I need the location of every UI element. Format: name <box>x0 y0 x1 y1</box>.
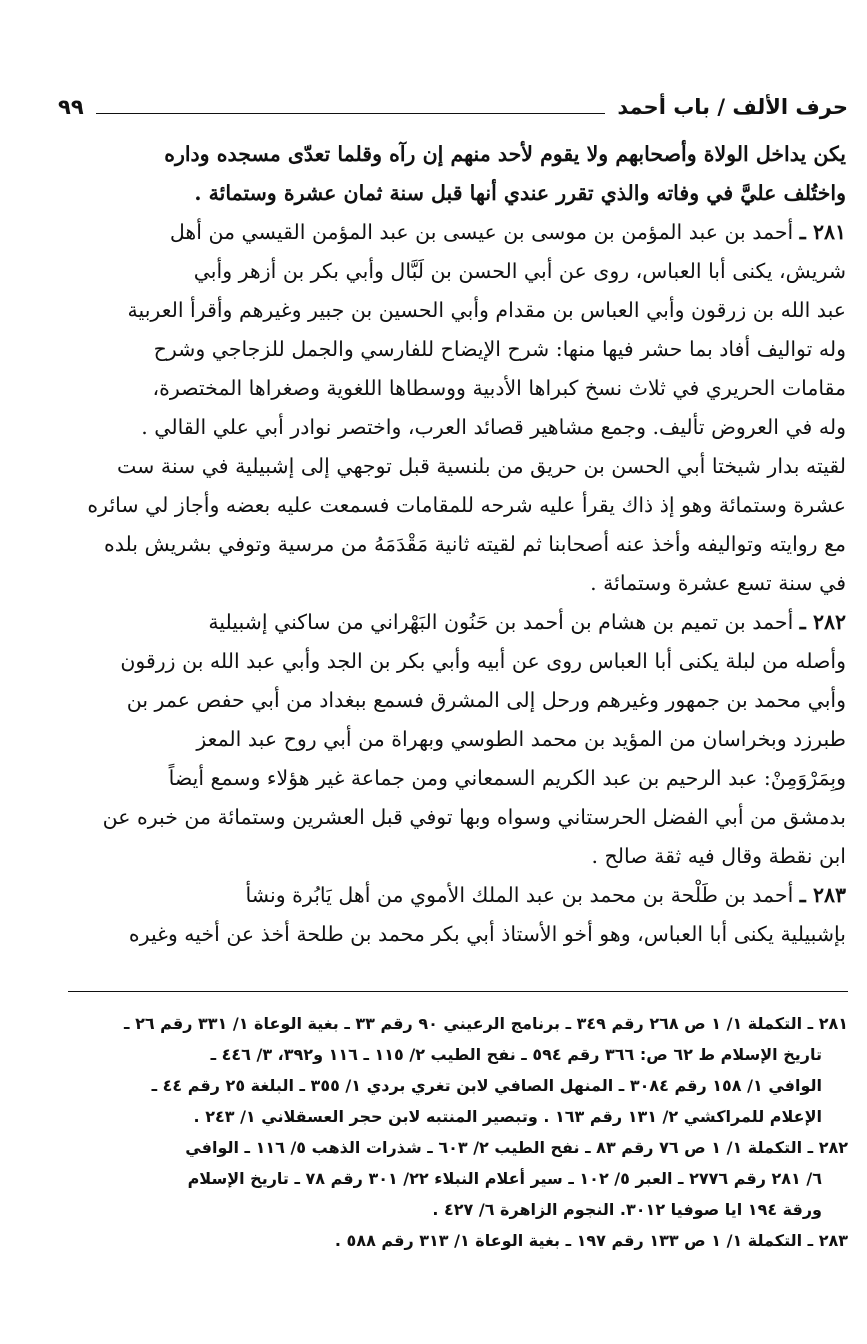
text-line: ابن نقطة وقال فيه ثقة صالح . <box>591 844 846 868</box>
text-line: أحمد بن طَلْحة بن محمد بن عبد الملك الأموي من أهل يَابُرة ونشأ <box>245 883 794 907</box>
header-rule <box>96 113 606 114</box>
entry-number: ٢٨١ ـ <box>799 220 846 244</box>
text-line: أحمد بن عبد المؤمن بن موسى بن عيسى بن عبد المؤمن القيسي من أهل <box>169 220 794 244</box>
text-line: لقيته بدار شيختا أبي الحسن بن حريق من بلنسية قبل توجهي إلى إشبيلية في سنة ست <box>117 454 846 478</box>
entry-number: ٢٨٣ ـ <box>799 883 846 907</box>
footnote-line: تاريخ الإسلام ط ٦٢ ص: ٣٦٦ رقم ٥٩٤ ـ نفح الطيب ٢/ ١١٥ ـ ١١٦ و٣٩٢، ٣/ ٤٤٦ ـ <box>210 1045 822 1064</box>
text-line: مقامات الحريري في ثلاث نسخ كبراها الأدبية ووسطاها اللغوية وصغراها المختصرة، <box>152 376 846 400</box>
footnote-283 <box>66 1225 848 1256</box>
main-text <box>66 135 846 954</box>
footnote-separator <box>68 991 848 992</box>
footnote-281 <box>66 1008 848 1132</box>
text-line: عشرة وستمائة وهو إذ ذاك يقرأ عليه شرحه للمقامات فسمعت عليه بعضه وأجاز لي سائره <box>87 493 846 517</box>
footnote-line: الإعلام للمراكشي ٢/ ١٣١ رقم ١٦٣ . وتبصير المنتبه لابن حجر العسقلاني ١/ ٢٤٣ . <box>193 1107 822 1126</box>
entry-282 <box>66 603 846 876</box>
header-title: حرف الألف / باب أحمد <box>617 95 848 119</box>
text-line: شريش، يكنى أبا العباس، روى عن أبي الحسن بن لَبَّال وأبي بكر بن أزهر وأبي <box>193 259 846 283</box>
text-line: طبرزد وبخراسان من المؤيد بن محمد الطوسي وبهراة من أبي روح عبد المعز <box>196 727 846 751</box>
text-line: بدمشق من أبي الفضل الحرستاني وسواه وبها توفي قبل العشرين وستمائة من خبره عن <box>102 805 846 829</box>
text-line: يكن يداخل الولاة وأصحابهم ولا يقوم لأحد منهم إن رآه وقلما تعدّى مسجده وداره <box>164 142 846 166</box>
entry-number: ٢٨٢ ـ <box>799 610 846 634</box>
text-line: وأصله من لبلة يكنى أبا العباس روى عن أبيه وأبي بكر بن الجد وأبي عبد الله بن زرقون <box>120 649 846 673</box>
text-line: وبِمَرْوَمِنْ: عبد الرحيم بن عبد الكريم السمعاني ومن جماعة غير هؤلاء وسمع أيضاً <box>168 766 846 790</box>
entry-283 <box>66 876 846 954</box>
footnote-line: ورقة ١٩٤ ايا صوفيا ٣٠١٢. النجوم الزاهرة ٦/ ٤٢٧ . <box>432 1200 822 1219</box>
text-line: في سنة تسع عشرة وستمائة . <box>590 571 846 595</box>
text-line: وله تواليف أفاد بما حشر فيها منها: شرح الإيضاح للفارسي والجمل للزجاجي وشرح <box>153 337 846 361</box>
text-line: أحمد بن تميم بن هشام بن أحمد بن حَنُون البَهْراني من ساكني إشبيلية <box>208 610 794 634</box>
text-line: وله في العروض تأليف. وجمع مشاهير قصائد العرب، واختصر نوادر أبي علي القالي . <box>141 415 846 439</box>
text-line: مع روايته وتواليفه وأخذ عنه أصحابنا ثم لقيته ثانية مَقْدَمَهُ من مرسية وتوفي بشريش بلده <box>103 532 846 556</box>
running-header <box>58 78 848 118</box>
text-line: عبد الله بن زرقون وأبي العباس بن مقدام وأبي الحسين بن جبير وغيرهم وأقرأ العربية <box>127 298 846 322</box>
text-line: واختُلف عليَّ في وفاته والذي تقرر عندي أنها قبل سنة ثمان عشرة وستمائة . <box>194 181 846 205</box>
footnote-line: ٢٨٣ ـ التكملة ١/ ١ ص ١٣٣ رقم ١٩٧ ـ بغية الوعاة ١/ ٣١٣ رقم ٥٨٨ . <box>334 1231 848 1250</box>
page-number: ٩٩ <box>58 95 84 119</box>
entry-281 <box>66 213 846 603</box>
footnote-line: ٢٨١ ـ التكملة ١/ ١ ص ٢٦٨ رقم ٣٤٩ ـ برنامج الرعيني ٩٠ رقم ٣٣ ـ بغية الوعاة ١/ ٣٣١ رقم ٢٦ ـ <box>124 1014 848 1033</box>
footnote-line: ٢٨٢ ـ التكملة ١/ ١ ص ٧٦ رقم ٨٣ ـ نفح الطيب ٢/ ٦٠٣ ـ شذرات الذهب ٥/ ١١٦ ـ الوافي <box>185 1138 848 1157</box>
continuation-paragraph <box>66 135 846 213</box>
text-line: بإشبيلية يكنى أبا العباس، وهو أخو الأستاذ أبي بكر محمد بن طلحة أخذ عن أخيه وغيره <box>128 922 846 946</box>
footnote-line: ٦/ ٢٨١ رقم ٢٧٧٦ ـ العبر ٥/ ١٠٢ ـ سير أعلام النبلاء ٢٢/ ٣٠١ رقم ٧٨ ـ تاريخ الإسلام <box>187 1169 822 1188</box>
footnote-line: الوافي ١/ ١٥٨ رقم ٣٠٨٤ ـ المنهل الصافي لابن تغري بردي ١/ ٣٥٥ ـ البلغة ٢٥ رقم ٤٤ ـ <box>151 1076 822 1095</box>
footnote-282 <box>66 1132 848 1225</box>
text-line: وأبي محمد بن جمهور وغيرهم ورحل إلى المشرق فسمع ببغداد من أبي حفص عمر بن <box>126 688 846 712</box>
footnotes <box>66 1008 848 1256</box>
